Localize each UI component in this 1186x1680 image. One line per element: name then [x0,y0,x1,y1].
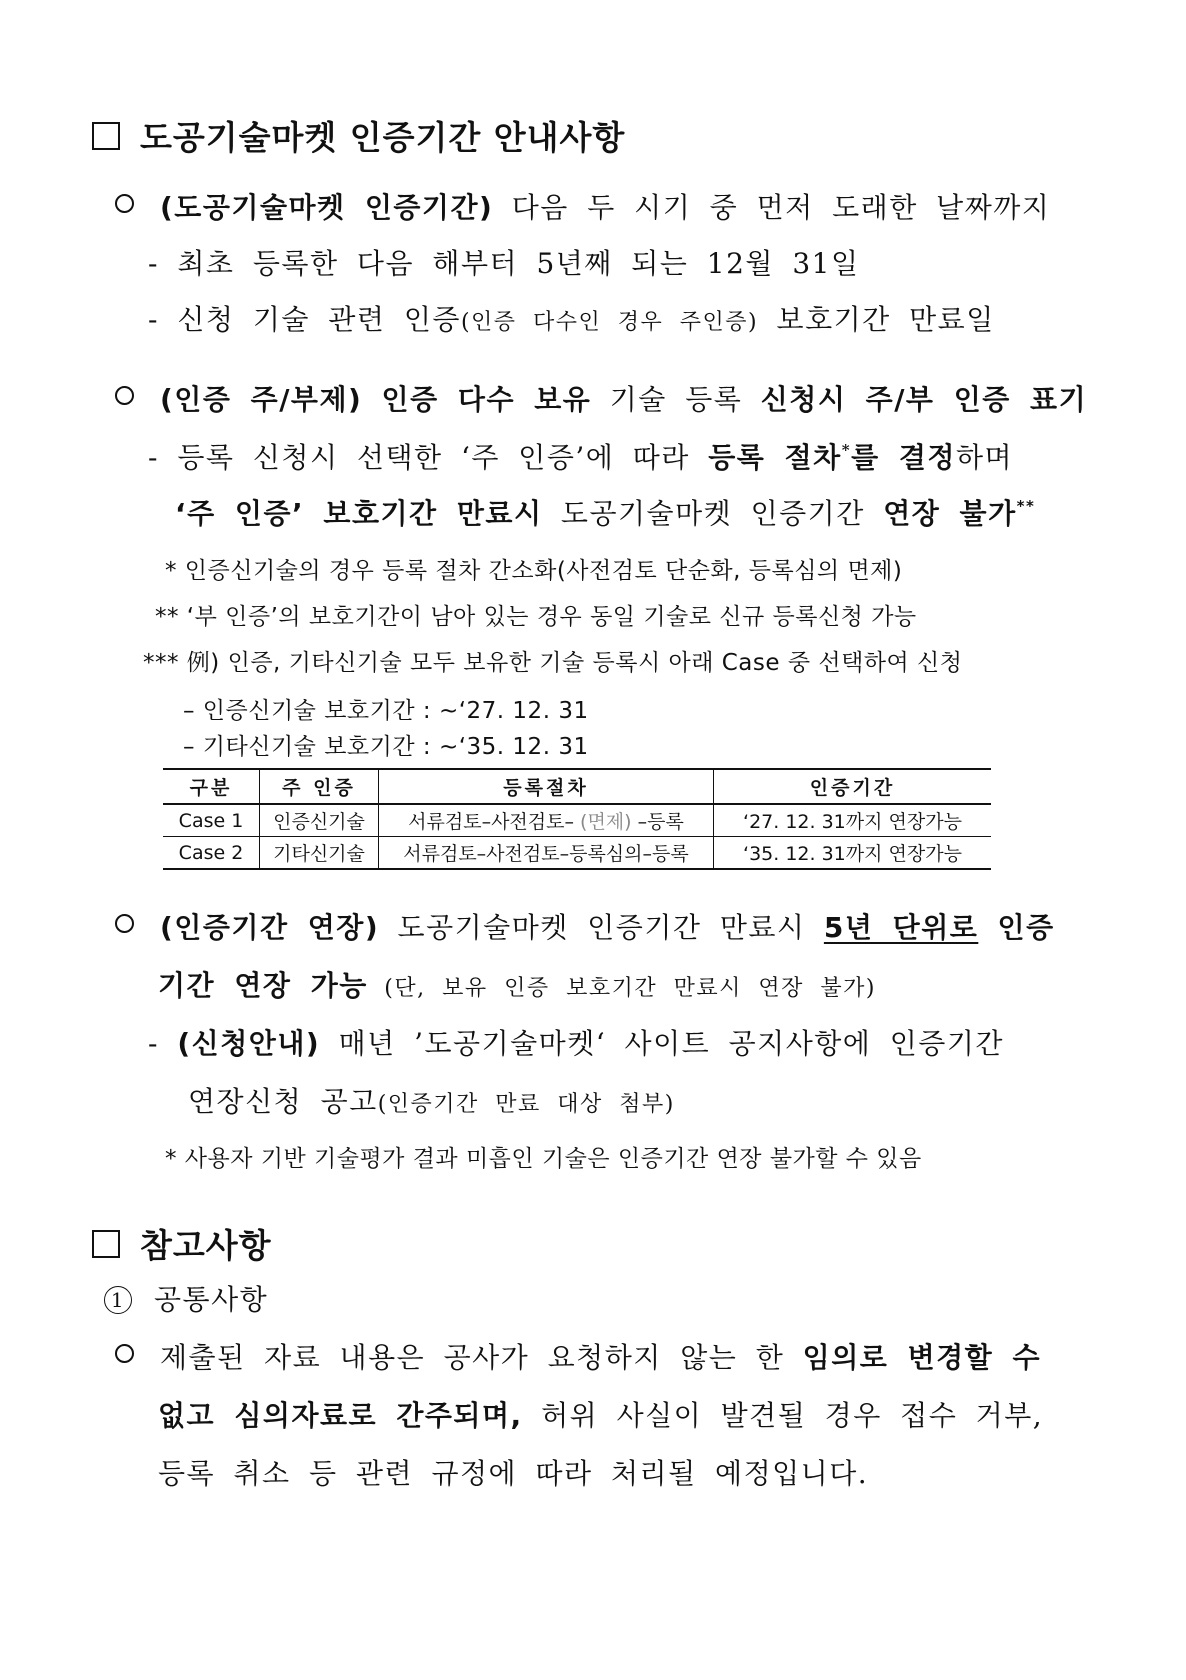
item-main-sub-certification-sub-2: ‘주 인증’ 보호기간 만료시 도공기술마켓 인증기간 연장 불가** [175,497,1036,530]
item-period-extension-sub-1: - (신청안내) 매년 ’도공기술마켓‘ 사이트 공지사항에 인증기간 [148,1027,1004,1060]
square-bullet-icon [92,1230,120,1258]
circle-bullet-icon [115,914,134,933]
item-main-sub-certification: (인증 주/부제) 인증 다수 보유 기술 등록 신청시 주/부 인증 표기 [115,378,1087,418]
section-2-title: 참고사항 [92,1220,272,1267]
item-submission-notice: 제출된 자료 내용은 공사가 요청하지 않는 한 임의로 변경할 수 [115,1336,1041,1376]
table-cell-case: Case 1 [163,804,260,837]
footnote-1: * 인증신기술의 경우 등록 절차 간소화(사전검토 단순화, 등록심의 면제) [165,558,903,584]
table-header-cell: 구분 [163,769,260,804]
item-submission-notice-line-3: 등록 취소 등 관련 규정에 따라 처리될 예정입니다. [158,1457,869,1490]
section-1-title: 도공기술마켓 인증기간 안내사항 [92,112,625,159]
item-main-sub-certification-sub-1: - 등록 신청시 선택한 ‘주 인증’에 따라 등록 절차*를 결정하며 [148,441,1014,474]
table-cell-case: Case 2 [163,837,260,870]
item-period-extension: (인증기간 연장) 도공기술마켓 인증기간 만료시 5년 단위로 인증 [115,906,1055,946]
table-header-row [163,769,991,804]
square-bullet-icon [92,122,120,150]
protection-period-1: – 인증신기술 보호기간 : ~‘27. 12. 31 [183,698,589,724]
table-header-cell: 등록절차 [379,769,714,804]
table-cell-procedure: 서류검토–사전검토–등록심의–등록 [379,837,714,870]
subsection-common: 1 공통사항 [104,1278,268,1318]
circle-bullet-icon [115,1344,134,1363]
table-cell-main-cert: 인증신기술 [260,804,379,837]
footnote-2: ** ‘부 인증’의 보호기간이 남아 있는 경우 동일 기술로 신규 등록신청 가능 [155,604,917,630]
item-period-extension-sub-1-line-2: 연장신청 공고(인증기간 만료 대상 첨부) [188,1085,675,1118]
exempt-label: (면제) [580,811,632,833]
item-certification-period: (도공기술마켓 인증기간) 다음 두 시기 중 먼저 도래한 날짜까지 [115,186,1050,226]
footnote-3: *** 例) 인증, 기타신기술 모두 보유한 기술 등록시 아래 Case 중 선택하여 신청 [143,650,963,676]
table-row [163,804,991,837]
item-certification-period-sub-1: - 최초 등록한 다음 해부터 5년째 되는 12월 31일 [148,247,860,280]
circle-bullet-icon [115,194,134,213]
item-period-extension-line-2: 기간 연장 가능 (단, 보유 인증 보호기간 만료시 연장 불가) [158,969,876,1002]
footnote-extension: * 사용자 기반 기술평가 결과 미흡인 기술은 인증기간 연장 불가할 수 있음 [165,1146,922,1172]
circled-number: 1 [104,1286,132,1314]
table-cell-period: ‘35. 12. 31까지 연장가능 [714,837,992,870]
item-certification-period-sub-2: - 신청 기술 관련 인증(인증 다수인 경우 주인증) 보호기간 만료일 [148,303,995,336]
circle-bullet-icon [115,386,134,405]
table-cell-main-cert: 기타신기술 [260,837,379,870]
table-header-cell: 인증기간 [714,769,992,804]
protection-period-2: – 기타신기술 보호기간 : ~‘35. 12. 31 [183,734,589,760]
table-header-cell: 주 인증 [260,769,379,804]
item-submission-notice-line-2: 없고 심의자료로 간주되며, 허위 사실이 발견될 경우 접수 거부, [158,1399,1044,1432]
case-table [163,768,991,870]
table-row [163,837,991,870]
table-cell-procedure: 서류검토–사전검토– (면제) –등록 [379,804,714,837]
table-cell-period: ‘27. 12. 31까지 연장가능 [714,804,992,837]
